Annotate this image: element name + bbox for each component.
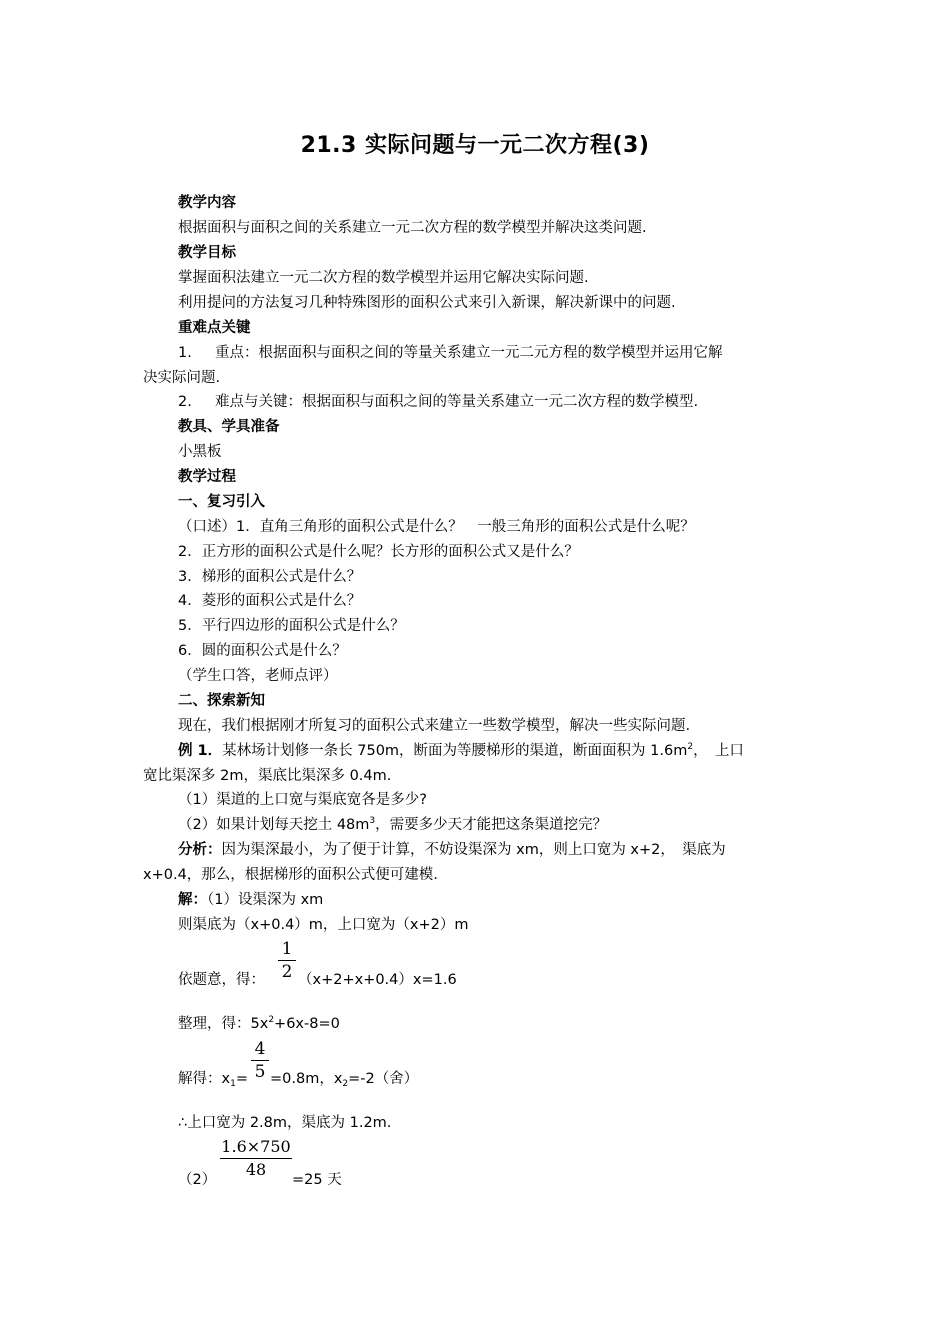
paragraph: （学生口答，老师点评） [178, 668, 338, 684]
fraction [220, 1136, 292, 1181]
heading-teaching-content: 教学内容 [178, 195, 236, 211]
example-line [178, 741, 744, 761]
paragraph: 则渠底为（x+0.4）m，上口宽为（x+2）m [178, 917, 469, 933]
equation-text: 整理，得：5x [178, 1016, 269, 1032]
paragraph: 掌握面积法建立一元二次方程的数学模型并运用它解决实际问题. [178, 270, 589, 286]
numerator: 1.6×750 [221, 1137, 291, 1156]
equation-line [270, 1069, 418, 1089]
superscript: 2 [268, 1015, 275, 1025]
numerator: 4 [254, 1039, 266, 1059]
superscript: 2 [687, 742, 694, 752]
equation-text: =0.8m，x [270, 1071, 343, 1087]
paragraph: 难点与关键：根据面积与面积之间的等量关系建立一元二次方程的数学模型. [215, 394, 699, 410]
denominator: 48 [245, 1160, 267, 1179]
list-item: 2．正方形的面积公式是什么呢？长方形的面积公式又是什么？ [178, 544, 579, 560]
superscript: 3 [369, 816, 376, 826]
equation-prefix: 依题意，得： [178, 972, 265, 988]
paragraph: 现在，我们根据刚才所复习的面积公式来建立一些数学模型，解决一些实际问题. [178, 718, 691, 734]
paragraph: 宽比渠深多 2m，渠底比渠深多 0.4m. [143, 768, 392, 784]
equation-text: =-2（舍） [348, 1071, 419, 1087]
equation-text: （x+2+x+0.4）x=1.6 [298, 972, 457, 988]
paragraph: 利用提问的方法复习几种特殊图形的面积公式来引入新课，解决新课中的问题. [178, 295, 676, 311]
paragraph: 重点：根据面积与面积之间的等量关系建立一元二元方程的数学模型并运用它解 [215, 345, 723, 361]
question [178, 815, 607, 835]
equation-line [178, 1069, 248, 1089]
analysis-label: 分析： [178, 842, 222, 858]
list-number: 1. [178, 345, 192, 361]
denominator: 2 [281, 962, 293, 982]
paragraph: x+0.4，那么，根据梯形的面积公式便可建模. [143, 867, 438, 883]
heading-key-points: 重难点关键 [178, 320, 251, 336]
paragraph: 决实际问题. [143, 370, 221, 386]
part-label: （2） [178, 1172, 217, 1188]
numerator: 1 [281, 939, 293, 959]
paragraph: 小黑板 [178, 444, 222, 460]
example-label: 例 1． [178, 743, 223, 759]
list-item: 3．梯形的面积公式是什么？ [178, 569, 362, 585]
section-heading: 一、复习引入 [178, 494, 265, 510]
list-item: 4．菱形的面积公式是什么？ [178, 593, 362, 609]
equation-text: 解得：x [178, 1071, 231, 1087]
subscript: 2 [342, 1079, 349, 1089]
denominator: 5 [254, 1062, 266, 1082]
solution-text: （1）设渠深为 xm [207, 892, 324, 908]
question-text: （2）如果计划每天挖土 48m [178, 817, 370, 833]
subscript: 1 [230, 1079, 236, 1089]
question: （1）渠道的上口宽与渠底宽各是多少? [178, 792, 427, 808]
solution-label: 解： [178, 892, 207, 908]
heading-materials: 教具、学具准备 [178, 419, 280, 435]
result: ∴上口宽为 2.8m，渠底为 1.2m. [178, 1115, 392, 1131]
paragraph: 根据面积与面积之间的关系建立一元二次方程的数学模型并解决这类问题. [178, 220, 647, 236]
question-text: ，需要多少天才能把这条渠道挖完？ [375, 817, 608, 833]
heading-process: 教学过程 [178, 469, 236, 485]
equation-line [178, 1014, 340, 1034]
equation-text: +6x-8=0 [274, 1016, 340, 1032]
example-text: ， 上口 [693, 743, 744, 759]
part-result: =25 天 [292, 1172, 342, 1188]
analysis-text: 因为渠深最小，为了便于计算，不妨设渠深为 xm，则上口宽为 x+2， 渠底为 [221, 842, 726, 858]
page-title: 21.3 实际问题与一元二次方程(3) [300, 133, 650, 158]
solution-line [178, 890, 323, 910]
analysis-line [178, 840, 726, 860]
equation-text: = [235, 1071, 248, 1087]
section-heading: 二、探索新知 [178, 693, 265, 709]
heading-teaching-goals: 教学目标 [178, 245, 236, 261]
fraction [278, 938, 296, 983]
list-item: 5．平行四边形的面积公式是什么？ [178, 618, 405, 634]
list-item: 6．圆的面积公式是什么？ [178, 643, 347, 659]
list-number: 2. [178, 394, 192, 410]
list-item: （口述）1．直角三角形的面积公式是什么？ 一般三角形的面积公式是什么呢？ [178, 519, 695, 535]
example-text: 某林场计划修一条长 750m，断面为等腰梯形的渠道，断面面积为 1.6m [222, 743, 688, 759]
fraction [251, 1038, 269, 1083]
